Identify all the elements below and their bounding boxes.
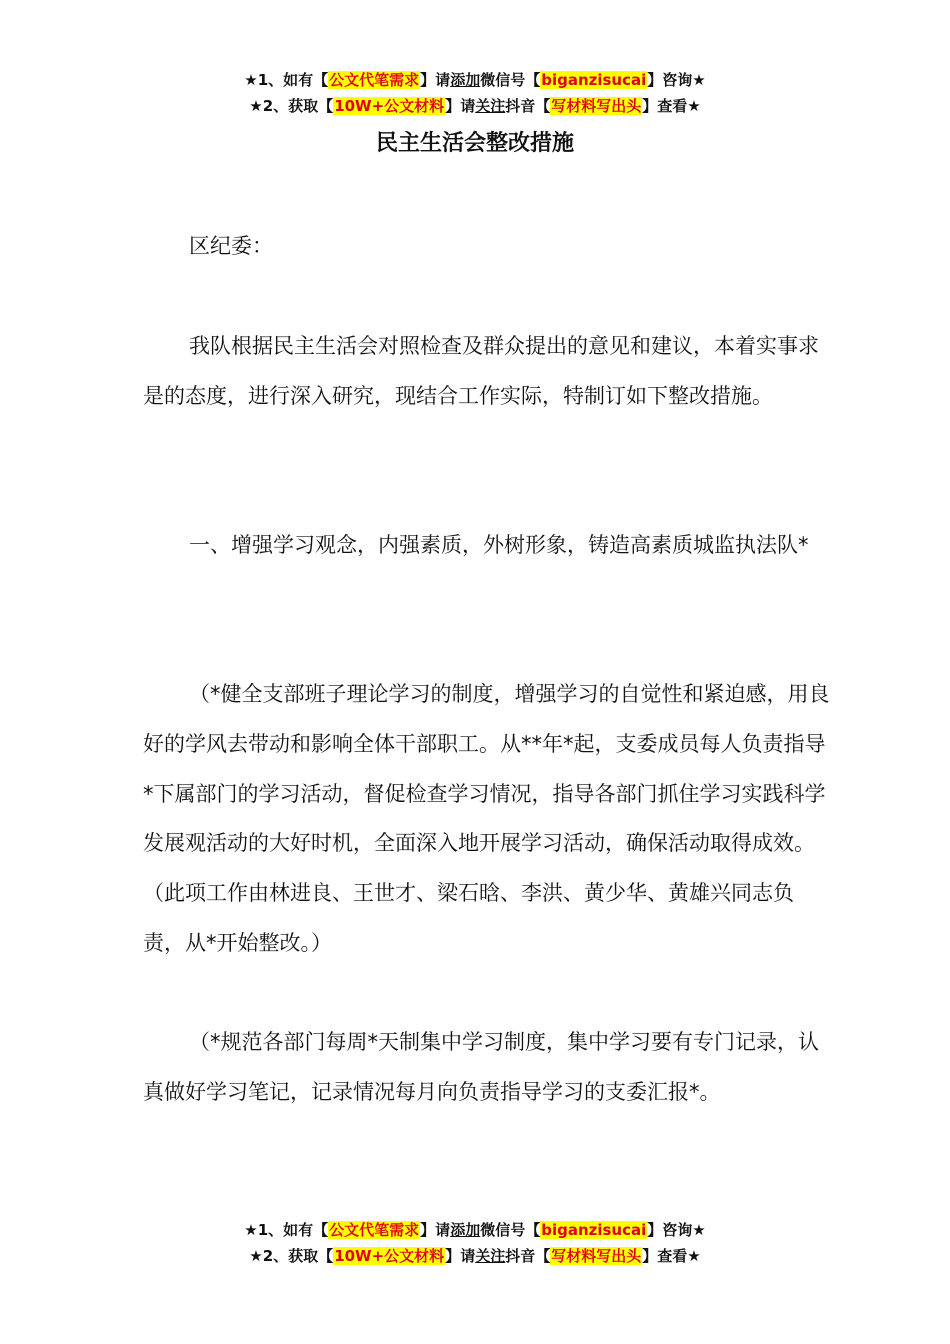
banner-line2-highlight-2: 写材料写出头: [551, 97, 642, 115]
banner-line1-underlined: 添加: [450, 71, 481, 89]
banner-line-1: [0, 67, 950, 93]
section1-item-1: （*健全支部班子理论学习的制度，增强学习的自觉性和紧迫感，用良好的学风去带动和影响全体干部职工。从**年*起，支委成员每人负责指导*下属部门的学习活动，督促检查学习情况，指导各部门抓住学习实践科学发展观活动的大好时机，全面深入地开展学习活动，确保活动取得成效。（此项工作由林进良、王世才、梁石晗、李洪、黄少华、黄雄兴同志负责，从*开始整改。）: [143, 682, 830, 955]
footer-line1-mid-1: 】请: [420, 1221, 451, 1239]
banner-line1-highlight-1: 公文代笔需求: [329, 71, 420, 89]
section1-item-2: （*规范各部门每周*天制集中学习制度，集中学习要有专门记录，认真做好学习笔记，记录情况每月向负责指导学习的支委汇报*。: [143, 1030, 819, 1104]
section-heading-1: 一、增强学习观念，内强素质，外树形象，铸造高素质城监执法队*: [189, 533, 809, 557]
greeting: 区纪委：: [189, 234, 273, 258]
header-banner: [0, 67, 950, 119]
banner-line1-prefix: ★1、如有【: [244, 71, 329, 89]
footer-line2-prefix: ★2、获取【: [249, 1247, 334, 1265]
banner-line1-highlight-2: biganzisucai: [541, 71, 647, 89]
banner-line2-prefix: ★2、获取【: [249, 97, 334, 115]
footer-line-2: [0, 1243, 950, 1269]
footer-line1-mid-2: 微信号【: [480, 1221, 541, 1239]
banner-line1-suffix: 】咨询★: [647, 71, 706, 89]
footer-line2-highlight-2: 写材料写出头: [551, 1247, 642, 1265]
footer-line2-mid-2: 抖音【: [505, 1247, 551, 1265]
banner-line1-mid-1: 】请: [420, 71, 451, 89]
banner-line2-suffix: 】查看★: [642, 97, 701, 115]
banner-line2-mid-1: 】请: [445, 97, 476, 115]
document-title: 民主生活会整改措施: [375, 131, 574, 156]
footer-banner: [0, 1217, 950, 1269]
banner-line-2: [0, 93, 950, 119]
banner-line2-highlight-1: 10W+公文材料: [334, 97, 445, 115]
footer-line2-highlight-1: 10W+公文材料: [334, 1247, 445, 1265]
banner-line2-mid-2: 抖音【: [505, 97, 551, 115]
intro-paragraph: 我队根据民主生活会对照检查及群众提出的意见和建议，本着实事求是的态度，进行深入研究，现结合工作实际，特制订如下整改措施。: [143, 334, 819, 408]
footer-line1-suffix: 】咨询★: [647, 1221, 706, 1239]
banner-line2-underlined: 关注: [475, 97, 506, 115]
footer-line2-suffix: 】查看★: [642, 1247, 701, 1265]
footer-line2-mid-1: 】请: [445, 1247, 476, 1265]
footer-line1-prefix: ★1、如有【: [244, 1221, 329, 1239]
footer-line-1: [0, 1217, 950, 1243]
footer-line1-underlined: 添加: [450, 1221, 481, 1239]
footer-line1-highlight-2: biganzisucai: [541, 1221, 647, 1239]
banner-line1-mid-2: 微信号【: [480, 71, 541, 89]
footer-line2-underlined: 关注: [475, 1247, 506, 1265]
footer-line1-highlight-1: 公文代笔需求: [329, 1221, 420, 1239]
